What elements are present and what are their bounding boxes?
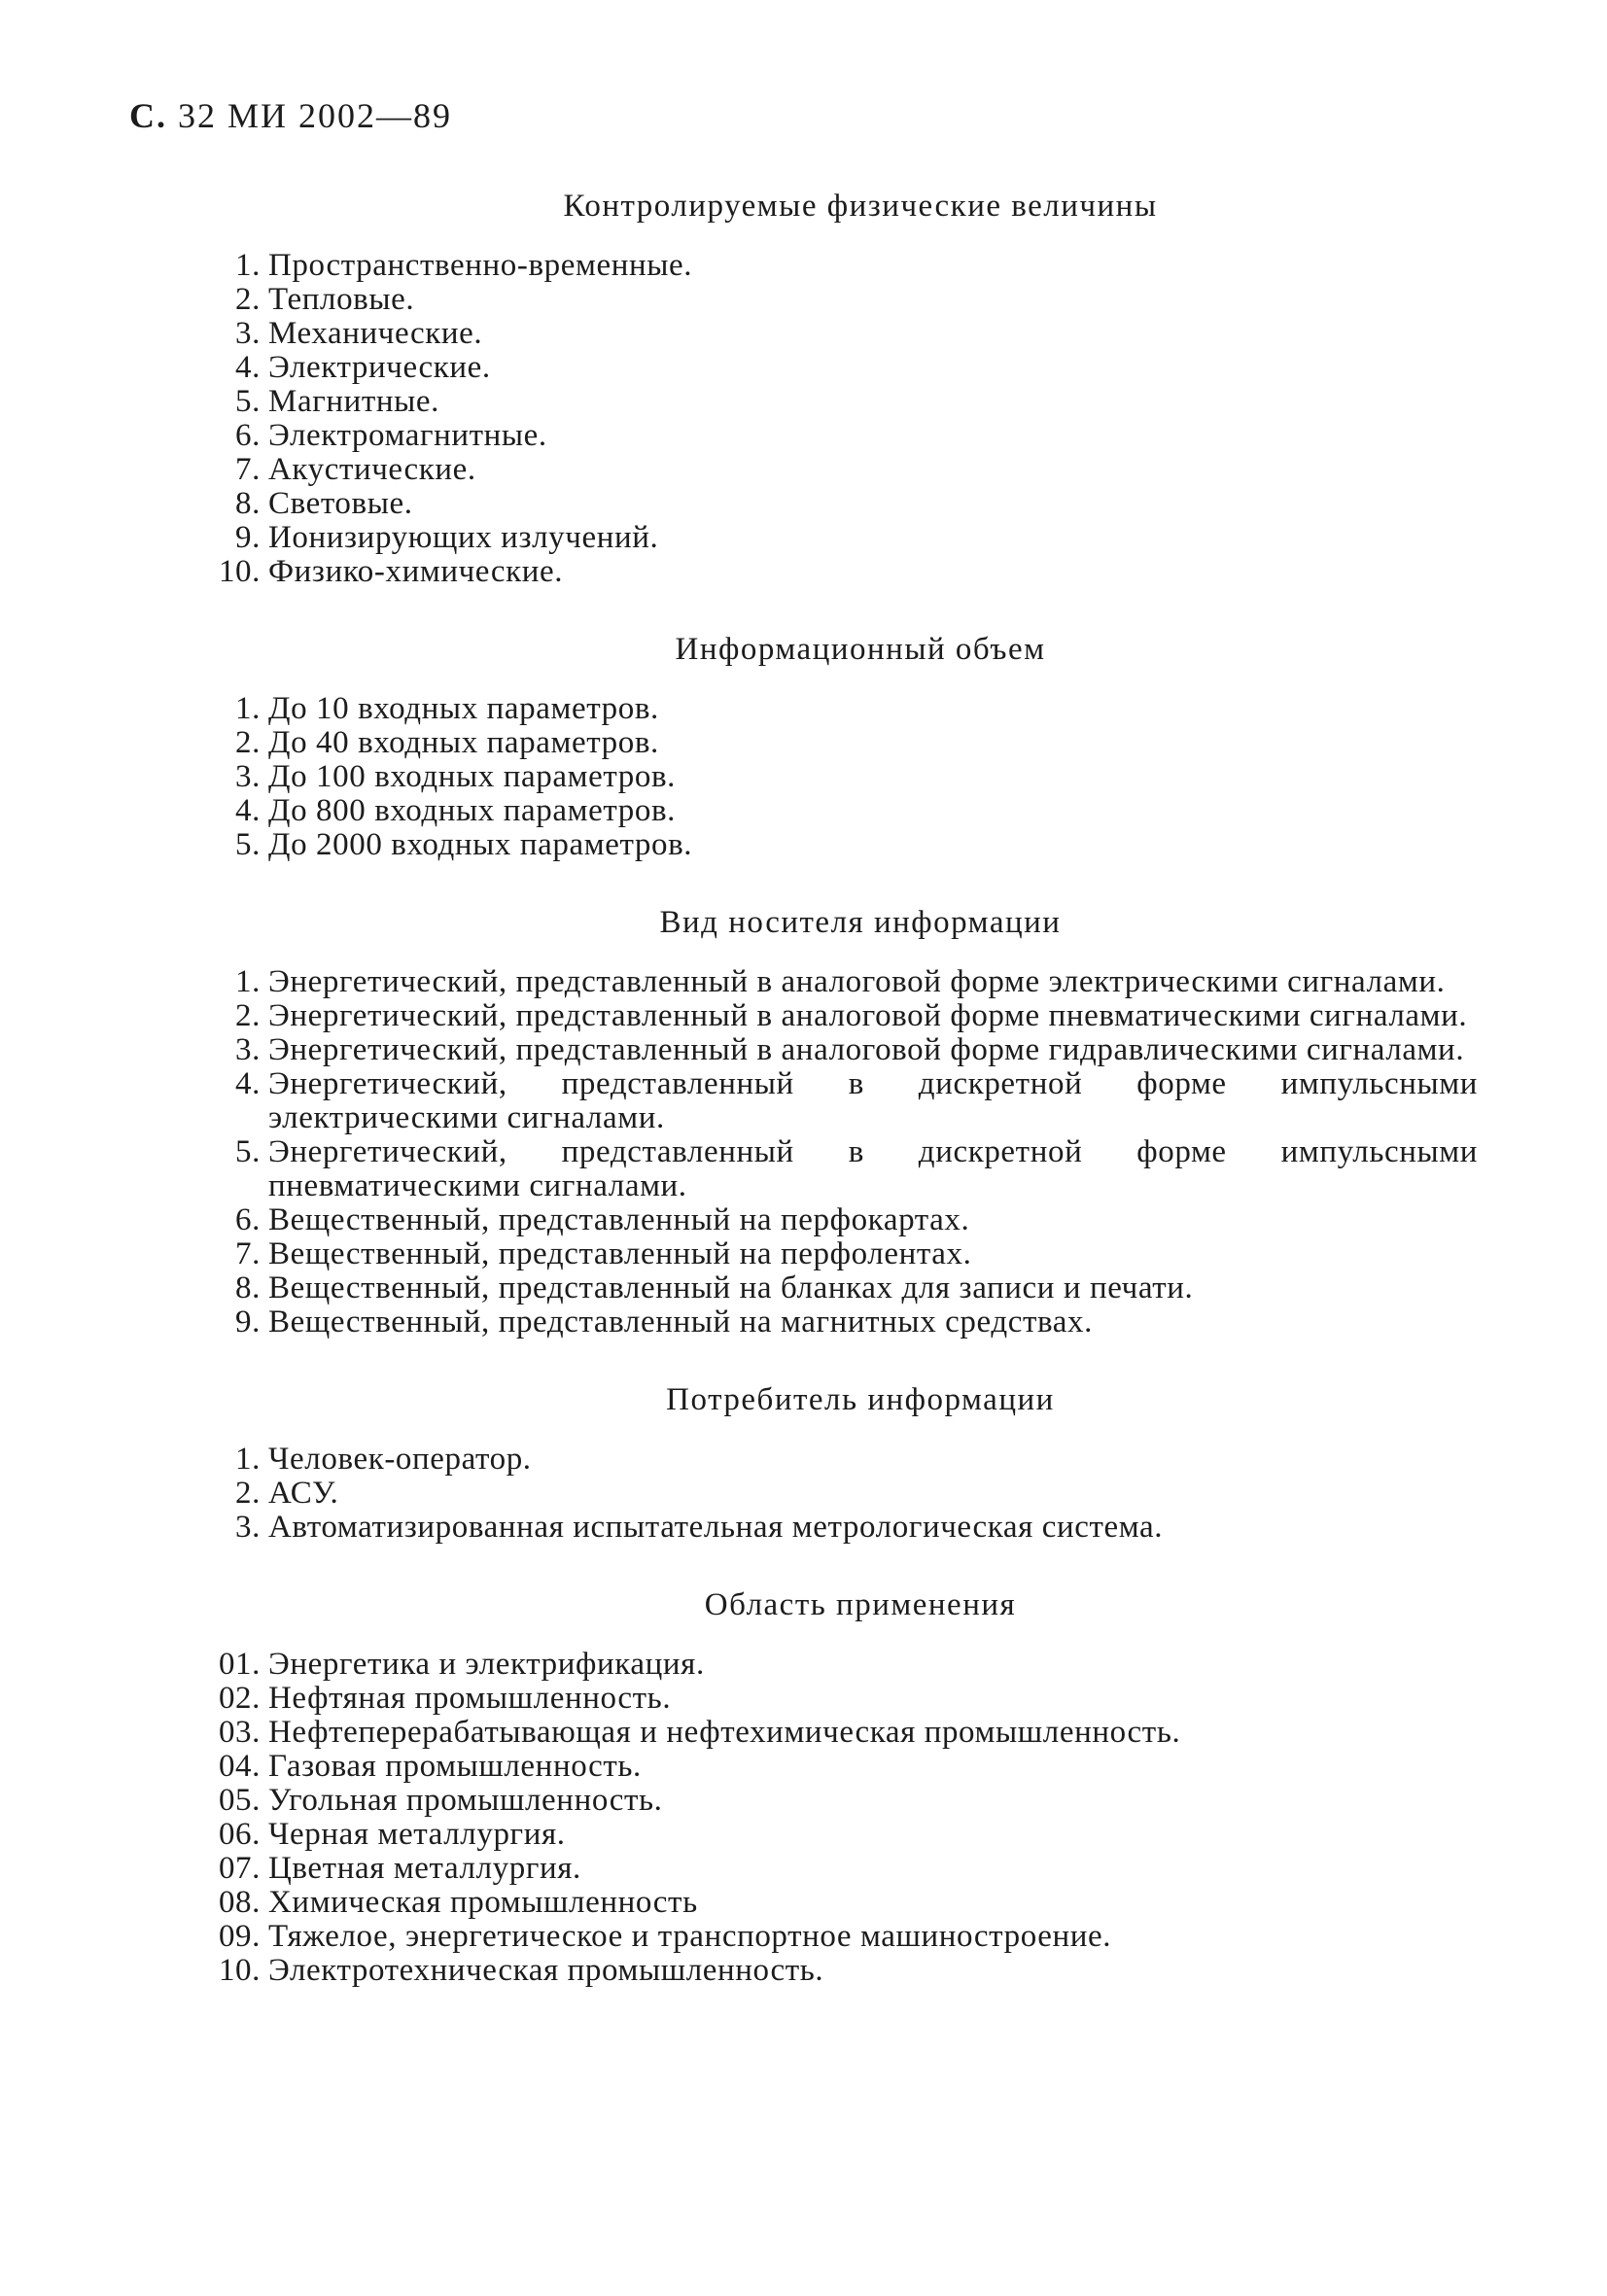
section-information-consumer: [185, 1378, 1478, 1545]
list-item: [185, 1920, 1478, 1954]
item-text: Энергетический, представленный в аналоговой форме электрическими сигналами.: [268, 964, 1446, 999]
item-number: 01.: [218, 1647, 261, 1682]
list-item: [185, 419, 1478, 453]
item-text: Энергетический, представленный в дискретной форме импульсными электрическими сигналами.: [268, 1066, 1478, 1135]
list-item: [185, 692, 1478, 726]
item-number: 3.: [235, 759, 261, 794]
item-number: 2.: [235, 998, 261, 1033]
item-text: Вещественный, представленный на перфолентах.: [268, 1236, 972, 1271]
item-number: 02.: [218, 1681, 261, 1716]
item-number: 1.: [235, 691, 261, 726]
item-text: Цветная металлургия.: [268, 1851, 581, 1886]
list-item: [185, 1477, 1478, 1511]
item-text: Электромагнитные.: [268, 418, 547, 453]
item-text: Тяжелое, энергетическое и транспортное машиностроение.: [268, 1919, 1112, 1954]
list-item: [185, 1886, 1478, 1920]
page-mark: С.: [129, 96, 167, 135]
item-text: Угольная промышленность.: [268, 1783, 663, 1818]
list-item: [185, 283, 1478, 317]
list-item: [185, 1784, 1478, 1818]
list-item: [185, 351, 1478, 385]
list-item: [185, 317, 1478, 351]
item-list: [185, 965, 1478, 1339]
item-number: 9.: [235, 520, 261, 555]
item-text: Черная металлургия.: [268, 1817, 566, 1852]
item-text: Энергетический, представленный в аналоговой форме пневматическими сигналами.: [268, 998, 1468, 1033]
list-item: [185, 521, 1478, 555]
item-number: 3.: [235, 1032, 261, 1067]
item-text: Акустические.: [268, 452, 476, 487]
list-item: [185, 726, 1478, 760]
list-item: [185, 249, 1478, 283]
item-list: [185, 692, 1478, 862]
item-text: Электрические.: [268, 350, 491, 385]
document-body: [185, 185, 1478, 1988]
list-item: [185, 487, 1478, 521]
page-header: [129, 95, 452, 136]
list-item: [185, 555, 1478, 589]
item-list: [185, 1648, 1478, 1988]
item-number: 10.: [218, 554, 261, 589]
section-information-carrier: [185, 901, 1478, 1339]
item-number: 7.: [235, 1236, 261, 1271]
list-item: [185, 1305, 1478, 1339]
list-item: [185, 794, 1478, 828]
item-text: Вещественный, представленный на магнитных средствах.: [268, 1305, 1093, 1339]
section-title: Потребитель информации: [666, 1382, 1055, 1417]
item-number: 5.: [235, 1134, 261, 1169]
list-item: [185, 453, 1478, 487]
item-number: 06.: [218, 1817, 261, 1852]
section-title: Информационный объем: [675, 632, 1046, 667]
item-text: Вещественный, представленный на перфокартах.: [268, 1202, 970, 1237]
item-number: 6.: [235, 418, 261, 453]
item-number: 1.: [235, 1442, 261, 1477]
item-list: [185, 1443, 1478, 1545]
section-information-volume: [185, 628, 1478, 862]
item-number: 07.: [218, 1851, 261, 1886]
item-text: До 40 входных параметров.: [268, 725, 659, 760]
item-text: Нефтеперерабатывающая и нефтехимическая промышленность.: [268, 1715, 1181, 1750]
item-number: 4.: [235, 350, 261, 385]
item-text: Ионизирующих излучений.: [268, 520, 659, 555]
item-number: 3.: [235, 316, 261, 351]
section-title: Область применения: [704, 1587, 1017, 1622]
list-item: [185, 1271, 1478, 1305]
item-number: 9.: [235, 1305, 261, 1339]
item-number: 1.: [235, 964, 261, 999]
item-number: 10.: [218, 1953, 261, 1988]
item-number: 09.: [218, 1919, 261, 1954]
item-text: Электротехническая промышленность.: [268, 1953, 824, 1988]
item-text: Энергетический, представленный в дискретной форме импульсными пневматическими сигналами.: [268, 1134, 1478, 1203]
list-item: [185, 1237, 1478, 1271]
list-item: [185, 385, 1478, 419]
list-item: [185, 1511, 1478, 1545]
item-text: Тепловые.: [268, 282, 415, 317]
section-application-area: [185, 1583, 1478, 1988]
item-number: 4.: [235, 793, 261, 828]
item-number: 2.: [235, 282, 261, 317]
item-text: Магнитные.: [268, 384, 439, 419]
item-number: 6.: [235, 1202, 261, 1237]
item-text: Химическая промышленность: [268, 1885, 698, 1920]
list-item: [185, 1067, 1478, 1135]
list-item: [185, 760, 1478, 794]
item-number: 03.: [218, 1715, 261, 1750]
section-gap: [185, 1545, 1478, 1583]
item-number: 1.: [235, 248, 261, 283]
item-number: 08.: [218, 1885, 261, 1920]
item-number: 2.: [235, 1476, 261, 1511]
list-item: [185, 1682, 1478, 1716]
item-list: [185, 249, 1478, 589]
section-physical-quantities: [185, 185, 1478, 589]
list-item: [185, 1648, 1478, 1682]
list-item: [185, 1443, 1478, 1477]
section-gap: [185, 862, 1478, 901]
list-item: [185, 999, 1478, 1033]
section-title: Контролируемые физические величины: [563, 189, 1158, 224]
item-text: Энергетика и электрификация.: [268, 1647, 705, 1682]
item-text: АСУ.: [268, 1476, 339, 1511]
list-item: [185, 1203, 1478, 1237]
item-text: Автоматизированная испытательная метрологическая система.: [268, 1510, 1164, 1545]
item-text: Человек-оператор.: [268, 1442, 532, 1477]
page-number: 32: [178, 96, 217, 135]
item-text: Вещественный, представленный на бланках для записи и печати.: [268, 1270, 1194, 1305]
item-text: Физико-химические.: [268, 554, 564, 589]
item-number: 8.: [235, 1270, 261, 1305]
item-number: 5.: [235, 384, 261, 419]
item-number: 05.: [218, 1783, 261, 1818]
item-text: До 100 входных параметров.: [268, 759, 676, 794]
list-item: [185, 1954, 1478, 1988]
section-gap: [185, 1339, 1478, 1378]
item-number: 5.: [235, 827, 261, 862]
item-number: 8.: [235, 486, 261, 521]
list-item: [185, 1818, 1478, 1852]
list-item: [185, 828, 1478, 862]
item-number: 04.: [218, 1749, 261, 1784]
list-item: [185, 1750, 1478, 1784]
item-text: Газовая промышленность.: [268, 1749, 642, 1784]
item-text: До 10 входных параметров.: [268, 691, 659, 726]
item-text: До 800 входных параметров.: [268, 793, 676, 828]
item-number: 3.: [235, 1510, 261, 1545]
list-item: [185, 1716, 1478, 1750]
item-number: 4.: [235, 1066, 261, 1101]
list-item: [185, 1852, 1478, 1886]
section-gap: [185, 589, 1478, 628]
list-item: [185, 1135, 1478, 1203]
list-item: [185, 1033, 1478, 1067]
item-text: Энергетический, представленный в аналоговой форме гидравлическими сигналами.: [268, 1032, 1465, 1067]
list-item: [185, 965, 1478, 999]
document-code: МИ 2002—89: [227, 96, 453, 135]
item-text: До 2000 входных параметров.: [268, 827, 693, 862]
item-number: 7.: [235, 452, 261, 487]
section-title: Вид носителя информации: [659, 905, 1062, 940]
item-text: Пространственно-временные.: [268, 248, 693, 283]
item-text: Световые.: [268, 486, 413, 521]
item-text: Механические.: [268, 316, 483, 351]
item-number: 2.: [235, 725, 261, 760]
item-text: Нефтяная промышленность.: [268, 1681, 672, 1716]
